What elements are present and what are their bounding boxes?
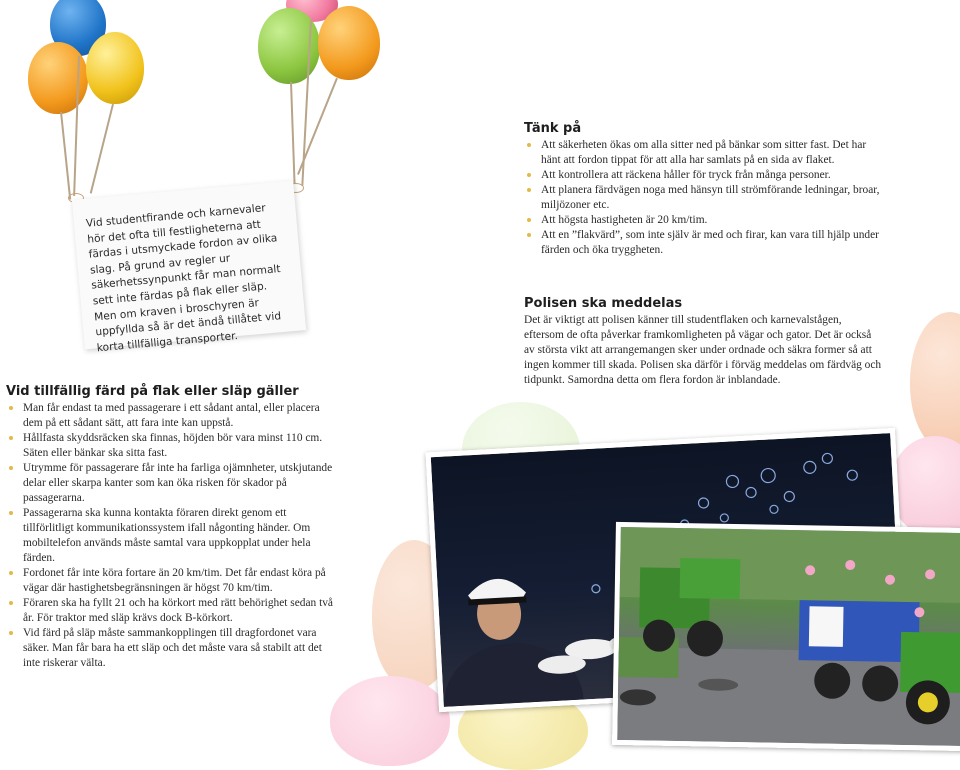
list-item: Att planera färdvägen noga med hänsyn till strömförande ledningar, broar, miljözoner etc.: [524, 183, 884, 213]
balloon-faded-peach-icon: [910, 312, 960, 452]
tractor-parade-photo: [612, 522, 960, 751]
list-item: Att en ”flakvärd”, som inte själv är med och firar, kan vara till hjälp under färden och öka tryggheten.: [524, 228, 884, 258]
list-item: Hållfasta skyddsräcken ska finnas, höjden bör vara minst 110 cm. Säten eller bänkar ska sitta fast.: [6, 431, 336, 461]
balloon-faded-pink-icon: [890, 436, 960, 536]
list-item: Man får endast ta med passagerare i ett sådant antal, eller placera dem på ett sådant sätt, att fara inte kan uppstå.: [6, 401, 336, 431]
tank-section-heading: Tänk på: [524, 121, 582, 136]
intro-note-card: [72, 181, 306, 355]
list-item: Passagerarna ska kunna kontakta föraren direkt genom ett tillförlitligt kommunikationssystem ifall någonting händer. Om mobiltelefon används måste samtal vara uppkopplat under hela färden.: [6, 506, 336, 566]
polis-section-text: Det är viktigt att polisen känner till studentflaken och karnevalstågen, eftersom de ofta påverkar framkomligheten på vägar och gator. Det är också av största vikt att arrangemangen sker under ordnade och säkra former så att ingen kommer till skada. Polisen ska därför i förväg meddelas om färdväg och tidpunkt. Samordna detta om flera fordon är inblandade.: [524, 314, 882, 386]
balloon-string: [297, 78, 337, 175]
balloon-orange-icon: [28, 42, 88, 114]
list-item: Att kontrollera att räckena håller för tryck från många personer.: [524, 168, 884, 183]
list-item: Vid färd på släp måste sammankopplingen till dragfordonet vara säker. Man får bara ha ett släp och det måste vara så stabilt att det inte riskerar välta.: [6, 626, 336, 671]
list-item: Fordonet får inte köra fortare än 20 km/tim. Det får endast köra på vägar där hastighetsbegränsningen är högst 70 km/tim.: [6, 566, 336, 596]
list-item: Föraren ska ha fyllt 21 och ha körkort med rätt behörighet sedan två år. För traktor med släp krävs dock B-körkort.: [6, 596, 336, 626]
left-section: [6, 384, 336, 671]
polis-section: [524, 296, 884, 388]
balloon-string: [60, 112, 71, 200]
left-section-list: [6, 401, 336, 671]
balloon-orange-icon: [318, 6, 380, 80]
list-item: Att högsta hastigheten är 20 km/tim.: [524, 213, 884, 228]
tank-section: [524, 121, 884, 258]
balloon-string: [90, 104, 114, 194]
balloon-string: [290, 82, 295, 184]
photo-tractor-parade-icon: [617, 527, 960, 746]
list-item: Utrymme för passagerare får inte ha farliga ojämnheter, utskjutande delar eller skarpa kanter som kan öka risken för skador på passagerarna.: [6, 461, 336, 506]
polis-section-heading: Polisen ska meddelas: [524, 296, 683, 311]
tank-section-list: [524, 138, 884, 258]
left-section-heading: Vid tillfällig färd på flak eller släp gäller: [6, 384, 299, 399]
intro-note-text: Vid studentfirande och karnevaler hör det ofta till festligheterna att färdas i utsmyckade fordon av olika slag. På grund av regler ur säkerhetssynpunkt får man normalt sett inte färdas på flak eller släp. Men om kraven i broschyren är uppfyllda så är det ändå tillåtet vid korta tillfälliga transporter.: [85, 202, 282, 355]
balloon-yellow-icon: [86, 32, 144, 104]
balloon-faded-pink-icon: [330, 676, 450, 766]
list-item: Att säkerheten ökas om alla sitter ned på bänkar som sitter fast. Det har hänt att fordon tippat för att alla har samlats på en sida av flaket.: [524, 138, 884, 168]
